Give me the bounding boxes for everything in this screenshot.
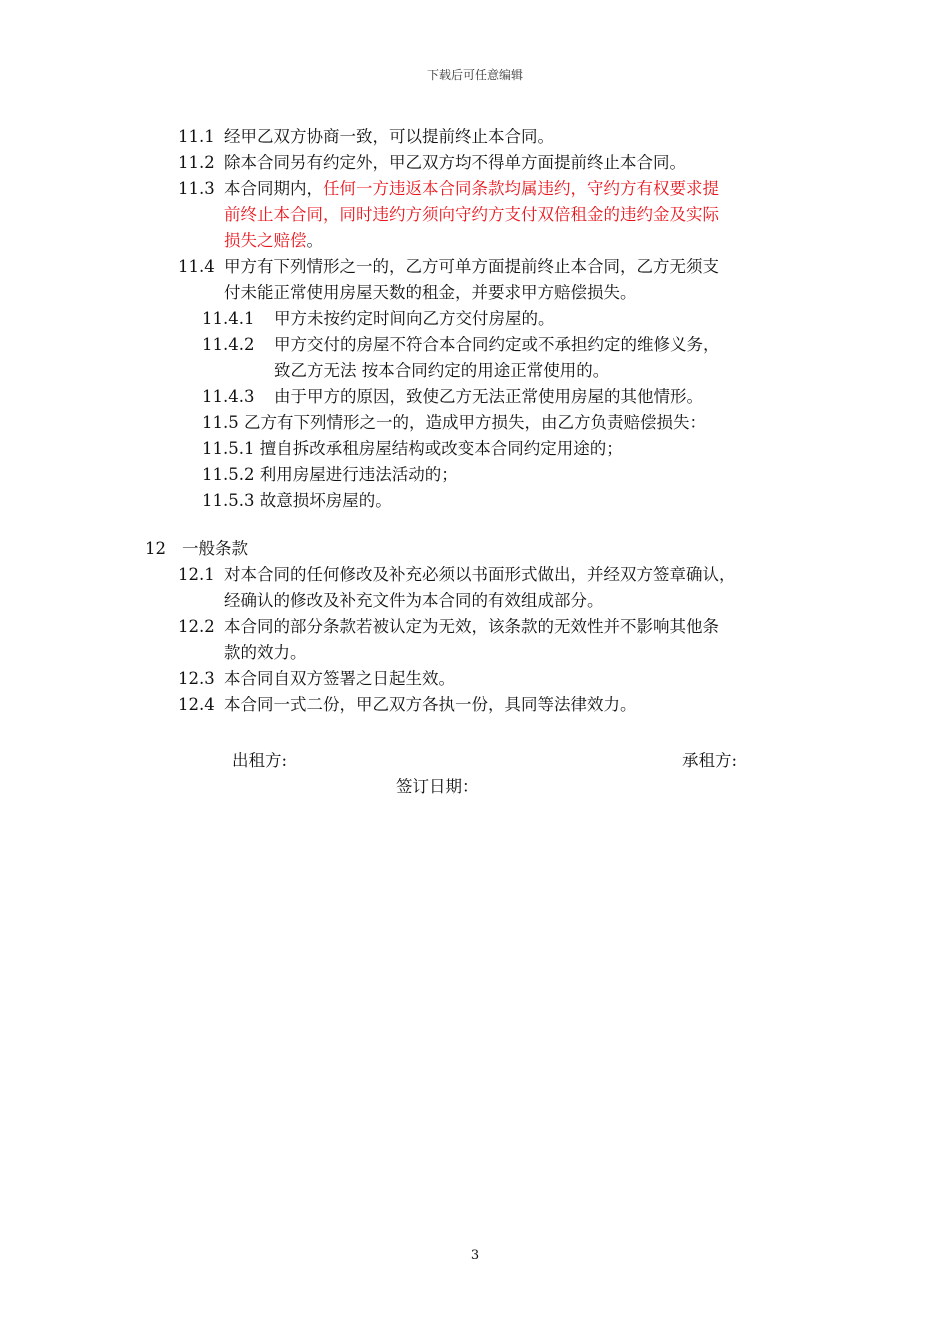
clause-11-5-1 — [0, 436, 950, 462]
clause-number: 11.2 — [178, 153, 215, 172]
clause-11-3-cont — [0, 202, 950, 228]
clause-11-3-cont — [0, 228, 950, 254]
clause-text: 甲方交付的房屋不符合本合同约定或不承担约定的维修义务， — [274, 335, 720, 354]
section-12-heading — [0, 536, 950, 562]
clause-text: 付未能正常使用房屋天数的租金，并要求甲方赔偿损失。 — [224, 283, 637, 302]
clause-11-5-2 — [0, 462, 950, 488]
clause-text: 本合同的部分条款若被认定为无效，该条款的无效性并不影响其他条 — [224, 617, 719, 636]
clause-11-1 — [0, 124, 950, 150]
clause-text: 对本合同的任何修改及补充必须以书面形式做出，并经双方签章确认， — [224, 565, 736, 584]
clause-number: 12.4 — [178, 695, 215, 714]
clause-number: 11.1 — [178, 127, 215, 146]
clause-text — [224, 176, 719, 202]
clause-11-3 — [0, 176, 950, 202]
clause-number: 12.1 — [178, 565, 215, 584]
clause-text: 11.5.2 利用房屋进行违法活动的； — [202, 465, 458, 484]
lessor-signature-label: 出租方: — [232, 751, 288, 770]
contract-body — [0, 124, 950, 718]
clause-text: 11.5.3 故意损坏房屋的。 — [202, 491, 392, 510]
section-gap — [0, 514, 950, 536]
clause-12-2 — [0, 614, 950, 640]
clause-text: 11.5 乙方有下列情形之一的，造成甲方损失，由乙方负责赔偿损失： — [202, 413, 706, 432]
clause-11-4-2 — [0, 332, 950, 358]
clause-lead-text: 本合同期内， — [224, 179, 323, 198]
clause-highlight-text: 任何一方违返本合同条款均属违约，守约方有权要求提 — [323, 179, 719, 198]
signing-date-label: 签订日期： — [396, 777, 479, 796]
clause-text: 款的效力。 — [224, 643, 307, 662]
clause-text: 由于甲方的原因，致使乙方无法正常使用房屋的其他情形。 — [274, 387, 703, 406]
section-number: 12 — [145, 539, 166, 558]
clause-number: 12.2 — [178, 617, 215, 636]
clause-text: 致乙方无法 按本合同约定的用途正常使用的。 — [274, 361, 610, 380]
clause-text: 甲方未按约定时间向乙方交付房屋的。 — [274, 309, 555, 328]
clause-text: 经确认的修改及补充文件为本合同的有效组成部分。 — [224, 591, 604, 610]
clause-11-5 — [0, 410, 950, 436]
lessee-signature-label: 承租方: — [682, 751, 738, 770]
clause-text: 本合同一式二份，甲乙双方各执一份，具同等法律效力。 — [224, 695, 637, 714]
clause-number: 12.3 — [178, 669, 215, 688]
clause-text: 11.5.1 擅自拆改承租房屋结构或改变本合同约定用途的； — [202, 439, 623, 458]
clause-12-1 — [0, 562, 950, 588]
clause-tail-text: 。 — [306, 231, 323, 250]
clause-number: 11.4 — [178, 257, 215, 276]
clause-11-4-2-cont — [0, 358, 950, 384]
clause-highlight-text: 损失之赔偿 — [224, 231, 307, 250]
clause-11-4 — [0, 254, 950, 280]
clause-number: 11.4.1 — [202, 309, 255, 328]
clause-11-4-cont — [0, 280, 950, 306]
clause-12-3 — [0, 666, 950, 692]
clause-12-4 — [0, 692, 950, 718]
clause-11-4-3 — [0, 384, 950, 410]
clause-text — [224, 228, 323, 254]
clause-text: 本合同自双方签署之日起生效。 — [224, 669, 455, 688]
clause-11-5-3 — [0, 488, 950, 514]
page-header-note: 下载后可任意编辑 — [426, 68, 523, 82]
clause-12-1-cont — [0, 588, 950, 614]
clause-highlight-text: 前终止本合同，同时违约方须向守约方支付双倍租金的违约金及实际 — [224, 205, 719, 224]
clause-text: 甲方有下列情形之一的，乙方可单方面提前终止本合同，乙方无须支 — [224, 257, 719, 276]
clause-number: 11.4.2 — [202, 335, 255, 354]
clause-number: 11.4.3 — [202, 387, 255, 406]
clause-12-2-cont — [0, 640, 950, 666]
section-title: 一般条款 — [182, 539, 248, 558]
clause-number: 11.3 — [178, 179, 215, 198]
clause-11-2 — [0, 150, 950, 176]
clause-11-4-1 — [0, 306, 950, 332]
page-number: 3 — [470, 1248, 480, 1263]
clause-text: 经甲乙双方协商一致，可以提前终止本合同。 — [224, 127, 554, 146]
clause-text: 除本合同另有约定外，甲乙双方均不得单方面提前终止本合同。 — [224, 153, 686, 172]
